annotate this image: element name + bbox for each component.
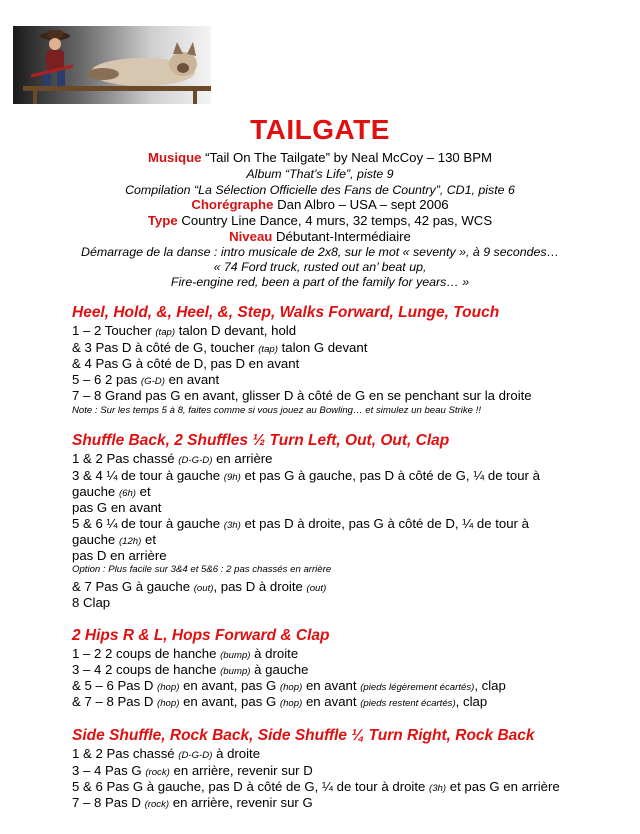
step-note: (rock) bbox=[144, 799, 170, 810]
level-label: Niveau bbox=[229, 229, 273, 244]
lyrics-line-2: Fire-engine red, been a part of the family for years… » bbox=[170, 275, 470, 289]
step-text: en arrière, revenir sur G bbox=[169, 795, 313, 810]
step-text: 5 – 6 2 pas bbox=[72, 372, 141, 387]
step-note: (out) bbox=[306, 583, 327, 594]
section-4-title: Side Shuffle, Rock Back, Side Shuffle ¼ Turn Right, Rock Back bbox=[72, 727, 535, 744]
step-line bbox=[72, 746, 260, 764]
lyrics-line-1: « 74 Ford truck, rusted out an’ beat up, bbox=[213, 260, 427, 274]
step-text: 3 & 4 ¼ de tour à gauche bbox=[72, 468, 224, 483]
page-title: TAILGATE bbox=[250, 114, 390, 145]
step-text: 3 – 4 Pas G bbox=[72, 763, 146, 778]
step-text: et pas G à gauche, pas D à côté de G, ¼ de tour à bbox=[240, 468, 540, 483]
step-note: (bump) bbox=[220, 666, 251, 677]
step-note: (9h) bbox=[223, 472, 241, 483]
step-text: à droite bbox=[212, 746, 261, 761]
step-line: pas D en arrière bbox=[72, 548, 167, 563]
music-value: “Tail On The Tailgate” by Neal McCoy – 130 BPM bbox=[201, 150, 492, 165]
step-note: (3h) bbox=[429, 783, 447, 794]
section-note: Note : Sur les temps 5 à 8, faites comme si vous jouez au Bowling… et simulez un beau Strike !! bbox=[72, 405, 481, 416]
step-text: gauche bbox=[72, 484, 119, 499]
step-text: et bbox=[136, 484, 151, 499]
step-line bbox=[72, 579, 326, 597]
step-text: et bbox=[141, 532, 157, 547]
step-text: 1 & 2 Pas chassé bbox=[72, 746, 179, 761]
step-text: , clap bbox=[455, 694, 488, 709]
step-text: en avant bbox=[164, 372, 220, 387]
step-note: (pieds restent écartés) bbox=[360, 698, 456, 709]
step-note: (hop) bbox=[279, 682, 303, 693]
section-3-title: 2 Hips R & L, Hops Forward & Clap bbox=[72, 627, 330, 644]
step-line bbox=[72, 451, 273, 469]
step-text: et pas D à droite, pas G à côté de D, ¼ de tour à bbox=[240, 516, 529, 531]
step-text: talon G devant bbox=[277, 340, 368, 355]
step-text: 5 & 6 ¼ de tour à gauche bbox=[72, 516, 224, 531]
step-line bbox=[72, 795, 313, 813]
music-label: Musique bbox=[148, 150, 202, 165]
level-value: Débutant-Intermédiaire bbox=[272, 229, 411, 244]
step-text: et pas G en arrière bbox=[446, 779, 560, 794]
step-text: en arrière bbox=[212, 451, 273, 466]
album-line: Album “That’s Life”, piste 9 bbox=[246, 167, 394, 181]
step-note: (D-G-D) bbox=[178, 455, 213, 466]
section-2-title: Shuffle Back, 2 Shuffles ½ Turn Left, Out, Out, Clap bbox=[72, 432, 450, 449]
step-note: (12h) bbox=[118, 536, 142, 547]
step-text: & 7 Pas G à gauche bbox=[72, 579, 194, 594]
step-text: 1 & 2 Pas chassé bbox=[72, 451, 179, 466]
step-note: (pieds légèrement écartés) bbox=[360, 682, 475, 693]
section-option: Option : Plus facile sur 3&4 et 5&6 : 2 pas chassés en arrière bbox=[72, 564, 332, 575]
logo-image bbox=[13, 26, 211, 104]
step-line: & 4 Pas G à côté de D, pas D en avant bbox=[72, 356, 300, 371]
step-note: (hop) bbox=[279, 698, 303, 709]
step-text: 1 – 2 2 coups de hanche bbox=[72, 646, 221, 661]
step-line: 8 Clap bbox=[72, 595, 111, 610]
type-value: Country Line Dance, 4 murs, 32 temps, 42 pas, WCS bbox=[177, 213, 493, 228]
step-text: & 3 Pas D à côté de G, toucher bbox=[72, 340, 259, 355]
step-text: en avant bbox=[302, 678, 361, 693]
step-note: (rock) bbox=[145, 767, 170, 778]
type-label: Type bbox=[147, 213, 178, 228]
compilation-line: Compilation “La Sélection Officielle des Fans de Country”, CD1, piste 6 bbox=[125, 183, 515, 197]
step-note: (hop) bbox=[157, 698, 180, 709]
step-note: (out) bbox=[193, 583, 214, 594]
step-text: , clap bbox=[474, 678, 506, 693]
step-note: (tap) bbox=[155, 327, 176, 338]
step-text: en avant, pas G bbox=[179, 678, 280, 693]
step-text: en arrière, revenir sur D bbox=[169, 763, 313, 778]
section-1-title: Heel, Hold, &, Heel, &, Step, Walks Forward, Lunge, Touch bbox=[72, 304, 500, 321]
step-text: 7 – 8 Pas D bbox=[72, 795, 145, 810]
step-text: 3 – 4 2 coups de hanche bbox=[72, 662, 221, 677]
step-text: 1 – 2 Toucher bbox=[72, 323, 156, 338]
choreographer-value: Dan Albro – USA – sept 2006 bbox=[273, 197, 449, 212]
type-line bbox=[0, 213, 640, 229]
choreographer-line bbox=[0, 197, 640, 213]
step-text: 5 & 6 Pas G à gauche, pas D à côté de G, ¼ de tour à droite bbox=[72, 779, 430, 794]
step-line: 7 – 8 Grand pas G en avant, glisser D à côté de G en se penchant sur la droite bbox=[72, 388, 532, 403]
music-line bbox=[0, 150, 640, 166]
step-text: & 5 – 6 Pas D bbox=[72, 678, 158, 693]
step-note: (G-D) bbox=[140, 376, 165, 387]
step-text: en avant bbox=[302, 694, 361, 709]
step-text: talon D devant, hold bbox=[175, 323, 297, 338]
step-note: (6h) bbox=[118, 488, 136, 499]
step-note: (D-G-D) bbox=[178, 750, 213, 761]
level-line bbox=[0, 229, 640, 245]
step-line: pas G en avant bbox=[72, 500, 162, 515]
step-note: (hop) bbox=[157, 682, 180, 693]
step-text: à droite bbox=[250, 646, 299, 661]
step-text: à gauche bbox=[250, 662, 309, 677]
choreographer-label: Chorégraphe bbox=[191, 197, 274, 212]
step-line bbox=[72, 694, 487, 712]
step-text: , pas D à droite bbox=[213, 579, 307, 594]
step-note: (bump) bbox=[220, 650, 251, 661]
step-text: en avant, pas G bbox=[179, 694, 280, 709]
step-text: & 7 – 8 Pas D bbox=[72, 694, 158, 709]
step-note: (3h) bbox=[223, 520, 241, 531]
step-text: gauche bbox=[72, 532, 119, 547]
step-line bbox=[72, 323, 296, 341]
step-note: (tap) bbox=[258, 344, 278, 355]
start-line: Démarrage de la danse : intro musicale de 2x8, sur le mot « seventy », à 9 secondes… bbox=[81, 245, 559, 259]
